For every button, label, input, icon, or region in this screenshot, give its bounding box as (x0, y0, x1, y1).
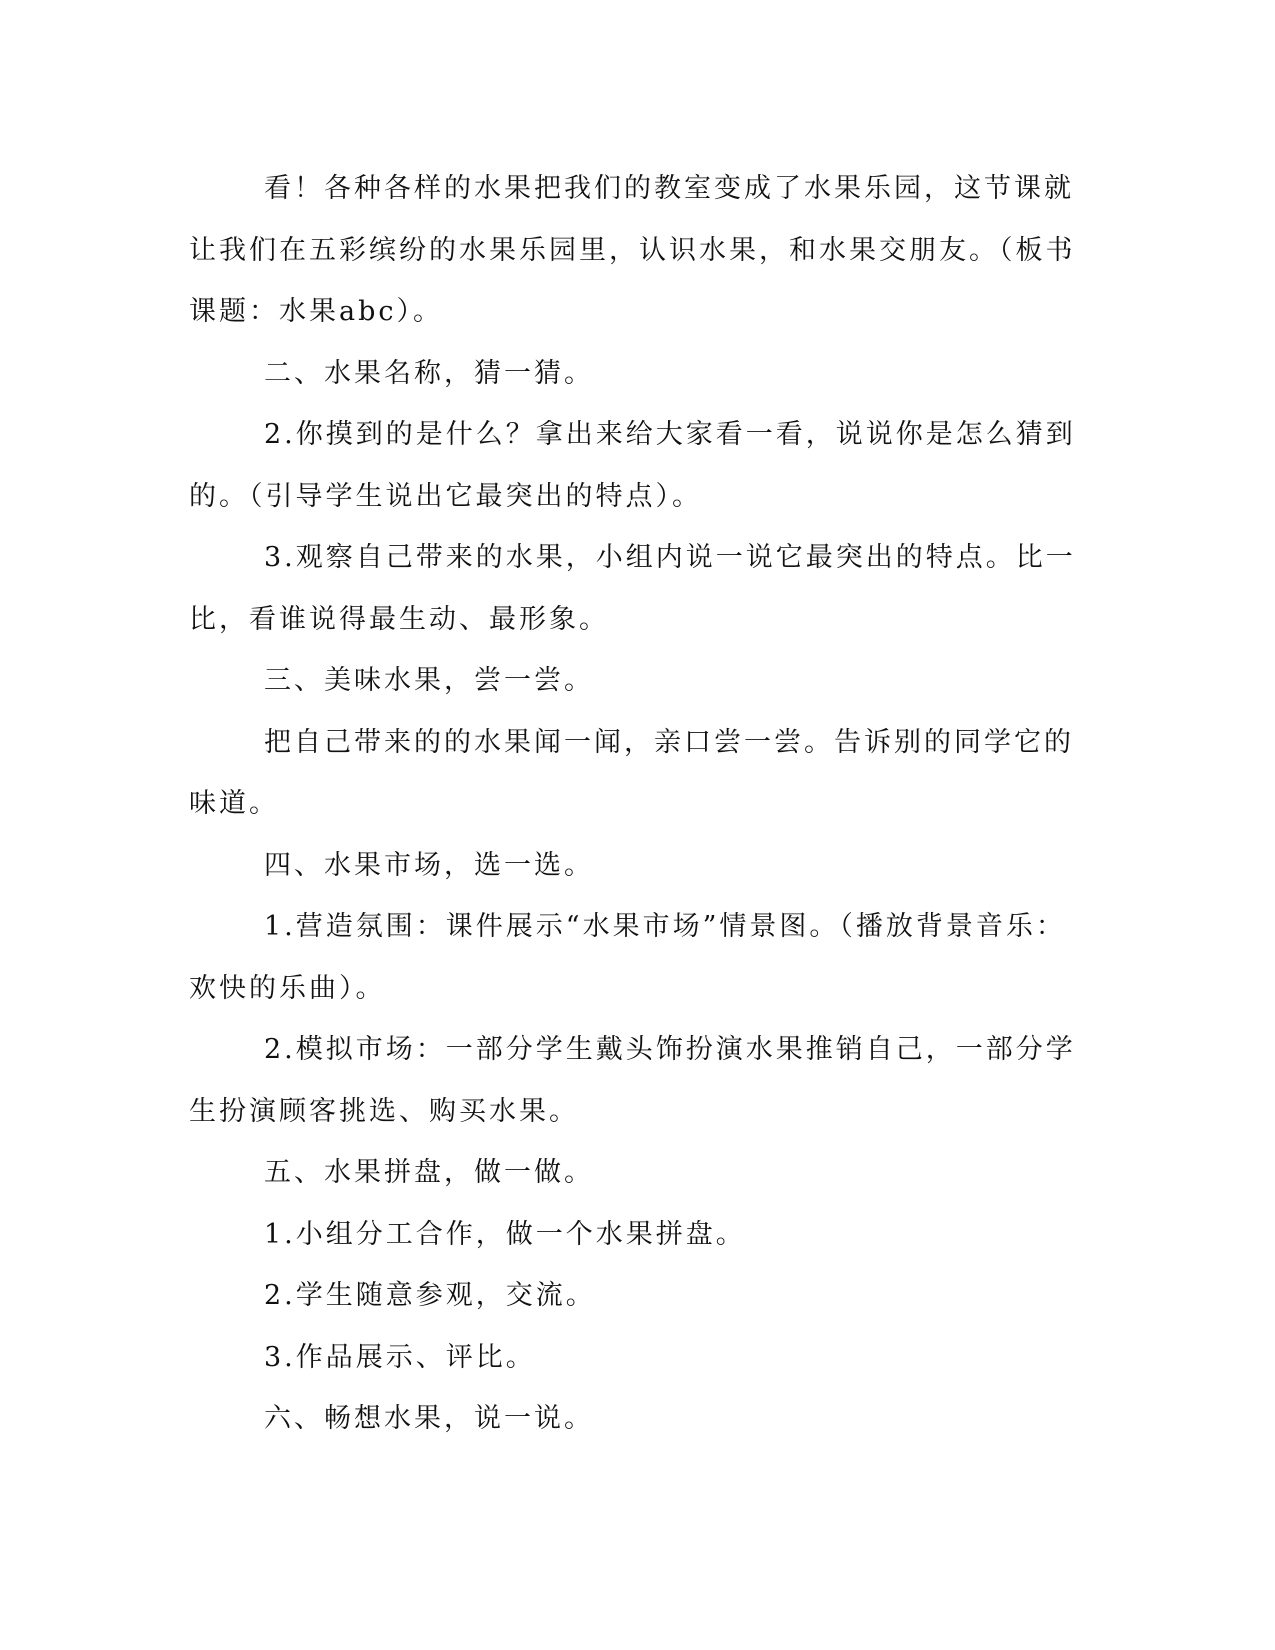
paragraph-5-2: 2.学生随意参观，交流。 (264, 1280, 596, 1311)
paragraph-5-1: 1.小组分工合作，做一个水果拼盘。 (264, 1218, 746, 1250)
section-heading-4: 四、水果市场，选一选。 (264, 849, 594, 881)
paragraph-4-2: 2.模拟市场：一部分学生戴头饰扮演水果推销自己，一部分学生扮演顾客挑选、购买水果。 (189, 1034, 1076, 1127)
paragraph-3-1: 把自己带来的的水果闻一闻，亲口尝一尝。告诉别的同学它的味道。 (189, 726, 1074, 819)
section-heading-5: 五、水果拼盘，做一做。 (264, 1157, 594, 1188)
paragraph-2-3: 3.观察自己带来的水果，小组内说一说它最突出的特点。比一比，看谁说得最生动、最形象。 (189, 542, 1076, 635)
document-page (189, 158, 1084, 1450)
paragraph-4-1: 1.营造氛围：课件展示“水果市场”情景图。（播放背景音乐：欢快的乐曲）。 (189, 911, 1066, 1004)
section-heading-6: 六、畅想水果，说一说。 (264, 1403, 594, 1434)
section-heading-2: 二、水果名称，猜一猜。 (264, 357, 594, 389)
section-heading-3: 三、美味水果，尝一尝。 (264, 665, 594, 696)
paragraph-2-2: 2.你摸到的是什么？拿出来给大家看一看，说说你是怎么猜到的。（引导学生说出它最突出的特点）。 (189, 419, 1076, 512)
paragraph-intro: 看！各种各样的水果把我们的教室变成了水果乐园，这节课就让我们在五彩缤纷的水果乐园里，认识水果，和水果交朋友。（板书课题：水果abc）。 (189, 173, 1076, 327)
paragraph-5-3: 3.作品展示、评比。 (264, 1341, 536, 1373)
